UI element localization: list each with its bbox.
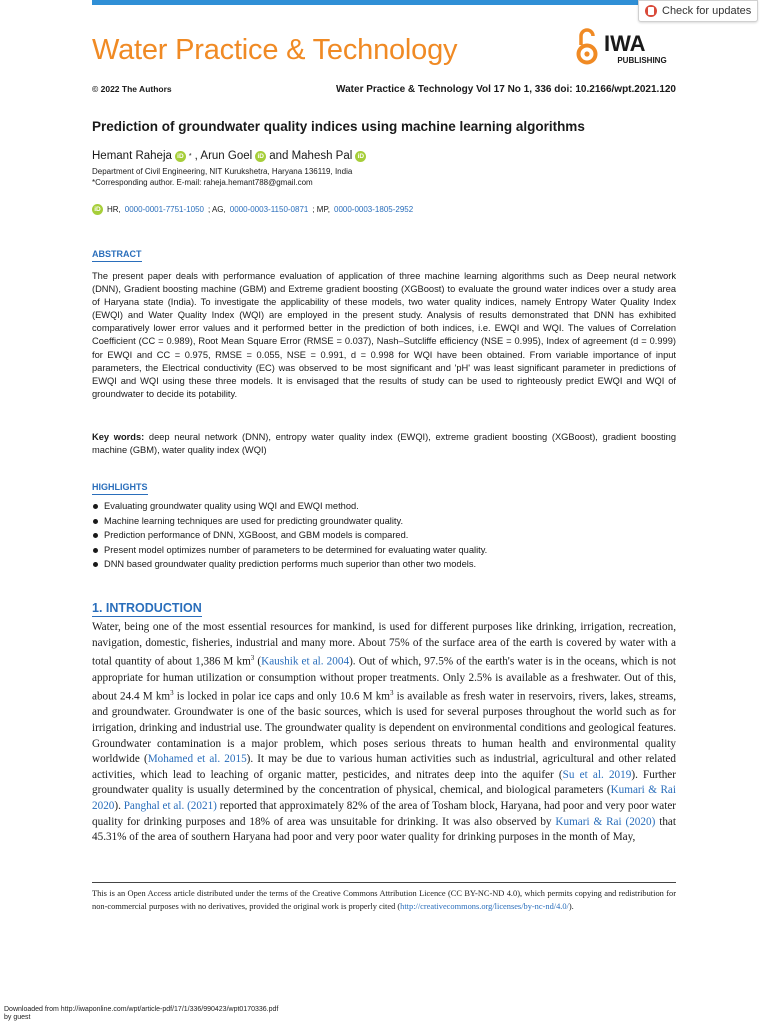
footnote-divider <box>92 882 676 883</box>
introduction-heading: 1. INTRODUCTION <box>92 601 202 615</box>
license-text-end: ). <box>568 902 574 912</box>
author-list <box>92 150 366 162</box>
citation: Water Practice & Technology Vol 17 No 1, 336 doi: 10.2166/wpt.2021.120 <box>336 84 676 95</box>
author-name[interactable]: Hemant Raheja <box>92 150 172 162</box>
affiliation: Department of Civil Engineering, NIT Kurukshetra, Haryana 136119, India <box>92 167 353 176</box>
intro-text: Water, being one of the most essential resources for mankind, is used for different purposes like drinking, irrigation, recreation, navigation, domestic, fisheries, industrial and many more. About 75% of the surface area of the earth is covered by water with a total quantity of about 1,386 M km <box>92 621 676 668</box>
check-for-updates-button[interactable] <box>638 0 758 22</box>
orcid-icon: iD <box>92 204 103 215</box>
orcid-label: ; AG, <box>207 205 226 214</box>
copyright: © 2022 The Authors <box>92 84 172 94</box>
highlight-item: Prediction performance of DNN, XGBoost, and GBM models is compared. <box>92 528 676 543</box>
superscript: 3 <box>250 654 255 663</box>
journal-title: Water Practice & Technology <box>92 34 458 66</box>
superscript: 3 <box>390 689 394 698</box>
keywords-label: Key words: <box>92 432 145 442</box>
highlight-item: Machine learning techniques are used for predicting groundwater quality. <box>92 514 676 529</box>
author-name[interactable]: , Arun Goel <box>194 150 253 162</box>
download-line: Downloaded from http://iwaponline.com/wpt/article-pdf/17/1/336/990423/wpt0170336.pdf <box>4 1006 279 1013</box>
abstract-heading: ABSTRACT <box>92 249 142 262</box>
orcid-icon[interactable]: iD <box>175 151 186 162</box>
citation-link[interactable]: Su et al. 2019 <box>562 768 632 781</box>
paper-title: Prediction of groundwater quality indices using machine learning algorithms <box>92 119 585 134</box>
orcid-link[interactable]: 0000-0003-1150-0871 <box>229 205 309 214</box>
intro-text: reported that approximately 82% of the area of Tosham block, Haryana, had poor and very poor water quality for drinking purposes and 18% of area was unsuitable for drinking. It was also observed by <box>92 800 677 828</box>
header-accent-bar <box>92 0 682 5</box>
citation-link[interactable]: Mohamed et al. 2015 <box>147 753 247 766</box>
iwa-publishing-logo <box>574 24 680 70</box>
orcid-icon[interactable]: iD <box>255 151 266 162</box>
download-notice <box>4 1006 278 1022</box>
license-text: This is an Open Access article distributed under the terms of the Creative Commons Attribution Licence (CC BY-NC-ND 4.0), which permits copying and redistribution for non-commercial purposes with no derivatives, provided the original work is properly cited ( <box>92 889 676 912</box>
orcid-link[interactable]: 0000-0003-1805-2952 <box>334 205 414 214</box>
intro-text: that 45.31% of the area of southern Haryana had poor and very poor water quality for drinking purposes in the month of May, <box>92 815 676 844</box>
download-line: by guest <box>4 1014 31 1021</box>
highlights-heading-wrap <box>92 477 148 495</box>
iwa-logo-text: IWA <box>604 31 646 56</box>
highlight-item: Present model optimizes number of parameters to be determined for evaluating water quality. <box>92 543 676 558</box>
orcid-label: ; MP, <box>312 205 330 214</box>
citation-link[interactable]: Kumari & Rai (2020) <box>555 815 656 828</box>
keywords-text: deep neural network (DNN), entropy water quality index (EWQI), extreme gradient boosting (XGBoost), gradient boosting machine (GBM), water quality index (WQI) <box>92 432 676 456</box>
check-for-updates-label: Check for updates <box>662 5 752 17</box>
affiliation-block <box>92 166 352 188</box>
abstract-text: The present paper deals with performance evaluation of application of three machine learning algorithms such as Deep neural network (DNN), Gradient boosting machine (GBM) and Extreme gradient boosting (XGBoost) to evaluate the ground water indices over a study area of Haryana state (India). To investigate the applicability of these models, two water quality indices, namely Entropy Water Quality Index (EWQI) and Water Quality Index (WQI) are employed in the present study. Analysis of results demonstrated that DNN has exhibited comparatively lower error values and it performed better in the prediction of both indices, i.e. EWQI and WQI. The values of Correlation Coefficient (CC = 0.989), Root Mean Square Error (RMSE = 0.037), Nash–Sutcliffe efficiency (NSE = 0.995), Index of agreement (d = 0.999) for EWQI and CC = 0.975, RMSE = 0.055, NSE = 0.991, d = 0.998 for WQI have been obtained. From variable importance of input parameters, the Electrical conductivity (EC) was observed to be most significant and 'pH' was least significant parameter in predictions of EWQI and WQI using these three models. It is envisaged that the results of study can be used to righteously predict EWQI and WQI of groundwater to decide its potability. <box>92 271 676 399</box>
orcid-link[interactable]: 0000-0001-7751-1050 <box>124 205 204 214</box>
license-link[interactable]: http://creativecommons.org/licenses/by-nc-nd/4.0/ <box>400 902 569 912</box>
orcid-list <box>92 204 413 215</box>
corresponding-author: *Corresponding author. E-mail: raheja.hemant788@gmail.com <box>92 178 313 187</box>
corresponding-mark: * <box>188 152 192 160</box>
highlight-item: Evaluating groundwater quality using WQI and EWQI method. <box>92 499 676 514</box>
author-name[interactable]: and Mahesh Pal <box>269 150 353 162</box>
intro-text: ). Out of which, 97.5% of the earth's water is in the oceans, which is not appropriate for human utilization or consumption without proper treatments. Only 2.5% is available as a freshwater. Out of this, about 24.4 M km <box>92 655 677 703</box>
bookmark-icon <box>645 5 657 17</box>
orcid-label: HR, <box>107 205 121 214</box>
citation-link[interactable]: Kaushik et al. 2004 <box>261 655 350 668</box>
intro-text: is locked in polar ice caps and only 10.6 M km <box>173 690 391 703</box>
highlight-item: DNN based groundwater quality prediction performs much superior than other two models. <box>92 557 676 572</box>
intro-text: is available as fresh water in reservoirs, rivers, lakes, streams, and groundwater. Groundwater is one of the basic sources, which is used for several purposes throughout the world such as for irrigation, drinking and industrial use. The groundwater quality is dependent on environmental conditions and geological features. Groundwater contamination is a major problem, which poses serious threats to human health and environmental quality worldwide ( <box>92 690 676 766</box>
highlights-list <box>92 499 676 572</box>
superscript: 3 <box>170 689 174 698</box>
publishing-logo-text: PUBLISHING <box>617 56 667 65</box>
intro-text: ). <box>114 800 124 812</box>
keywords <box>92 431 676 457</box>
introduction-text: Water, being one of the most essential resources for mankind, is used for different purposes like drinking, irrigation, recreation, navigation, domestic, fisheries, industrial and many more. About 75% of the surface area of the earth is covered by water with a total quantity of about 1,386 M $km^3$ (Kaushik et al. 2004). Out of which, 97.5% of the earth's water is in the oceans, which is not appropriate for human utilization or consumption without proper treatments. Only 2.5% is available as a freshwater. Out of this, about 24.4 M $km^3$ is locked in polar ice caps and only 10.6 M $km^3$ is available as fresh water in reservoirs, rivers, lakes, streams, and groundwater. Groundwater is one of the basic sources, which is used for several purposes throughout the world such as for irrigation, drinking and industrial use. The groundwater quality is dependent on environmental conditions and geological features. Groundwater contamination is a major problem, which poses serious threats to human health and environmental quality worldwide (Mohamed et al. 2015). It may be due to various human activities such as industrial, agricultural and other related activities, which lead to leaching of organic matter, pesticides, and nitrates deep into the aquifer (Su et al. 2019). Further groundwater quality is usually determined by the concentration of physical, chemical, and biological parameters (Kumari & Rai 2020). Panghal et al. (2021) reported that approximately 82% of the area of Tosham block, Haryana, had poor and very poor water quality for drinking purposes and 18% of area was unsuitable for drinking. It was also observed by Kumari & Rai (2020) that 45.31% of the area of southern Haryana had poor and very poor water quality for drinking purposes in the month of May, <box>92 621 677 844</box>
intro-text: ). It may be due to various human activities such as industrial, agricultural and other related activities, which lead to leaching of organic matter, pesticides, and nitrates deep into the aquifer ( <box>92 753 676 781</box>
orcid-icon[interactable]: iD <box>355 151 366 162</box>
citation-link[interactable]: Panghal et al. (2021) <box>123 800 217 812</box>
open-access-icon <box>579 30 596 63</box>
highlights-heading: HIGHLIGHTS <box>92 482 148 495</box>
citation-link[interactable]: Kumari & Rai 2020 <box>92 784 676 812</box>
intro-text: ). Further groundwater quality is usually determined by the concentration of physical, chemical, and biological parameters ( <box>92 768 676 797</box>
license-footnote <box>92 887 676 913</box>
abstract-heading-wrap <box>92 244 142 262</box>
